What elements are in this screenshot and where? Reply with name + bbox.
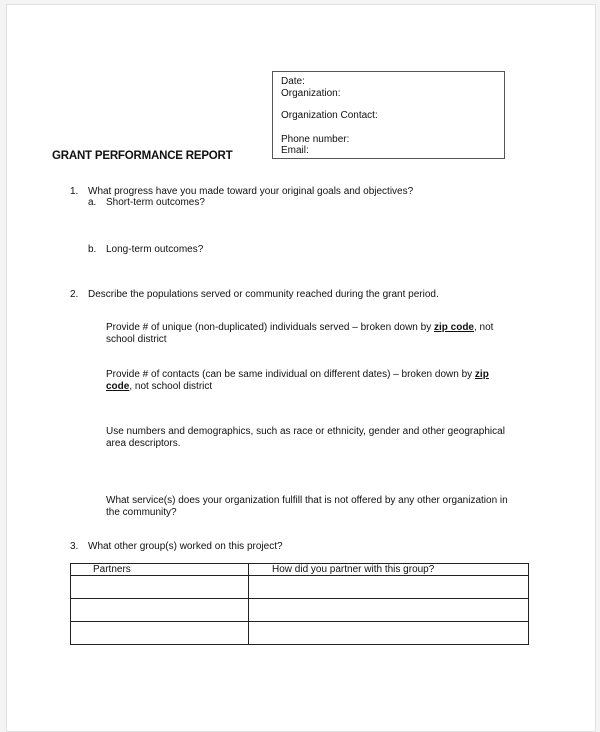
table-row	[71, 599, 529, 622]
q1a-text: Short-term outcomes?	[106, 197, 205, 208]
q3-number: 3.	[70, 541, 79, 552]
q2-p4-line1: What service(s) does your organization fulfill that is not offered by any other organization in	[106, 495, 508, 506]
phone-label: Phone number:	[281, 134, 350, 145]
partnership-cell[interactable]	[249, 599, 529, 622]
table-row	[71, 576, 529, 599]
q2-p2-text: Provide # of contacts (can be same individual on different dates) – broken down by	[106, 369, 475, 380]
q3-text: What other group(s) worked on this project?	[88, 541, 283, 552]
partner-cell[interactable]	[71, 599, 249, 622]
partnership-cell[interactable]	[249, 622, 529, 645]
page-title: GRANT PERFORMANCE REPORT	[52, 150, 233, 162]
q2-p1-zip-code: zip code	[433, 322, 474, 333]
q2-p2-zip: zip	[474, 369, 489, 380]
table-header-row	[71, 564, 529, 576]
partner-cell[interactable]	[71, 576, 249, 599]
q2-p3-line2: area descriptors.	[106, 438, 181, 449]
q2-p1-text: Provide # of unique (non-duplicated) individuals served – broken down by	[106, 322, 434, 333]
table-row	[71, 622, 529, 645]
q2-number: 2.	[70, 289, 79, 300]
q2-p2-line1	[106, 369, 489, 381]
q1b-text: Long-term outcomes?	[106, 244, 204, 255]
q2-p2-line2	[106, 381, 212, 393]
q1a-number: a.	[88, 197, 97, 208]
partners-table	[70, 563, 529, 645]
q2-p1-line2: school district	[106, 334, 167, 345]
q2-p4-line2: the community?	[106, 507, 177, 518]
q2-p1-end: , not	[474, 322, 494, 333]
header-partners: Partners	[71, 564, 249, 576]
organization-info-box	[272, 71, 505, 159]
q2-text: Describe the populations served or community reached during the grant period.	[88, 289, 439, 300]
partnership-cell[interactable]	[249, 576, 529, 599]
q1-number: 1.	[70, 186, 79, 197]
q2-p1-line1	[106, 322, 493, 334]
q2-p3-line1: Use numbers and demographics, such as race or ethnicity, gender and other geographical	[106, 426, 505, 437]
partner-cell[interactable]	[71, 622, 249, 645]
date-label: Date:	[281, 76, 305, 87]
email-label: Email:	[281, 145, 309, 156]
q1-text: What progress have you made toward your original goals and objectives?	[88, 186, 414, 197]
q1b-number: b.	[88, 244, 97, 255]
header-partnership: How did you partner with this group?	[249, 564, 529, 576]
organization-label: Organization:	[281, 88, 341, 99]
q2-p2-code: code	[106, 381, 130, 392]
q2-p2-end: , not school district	[129, 381, 213, 392]
organization-contact-label: Organization Contact:	[281, 110, 378, 121]
